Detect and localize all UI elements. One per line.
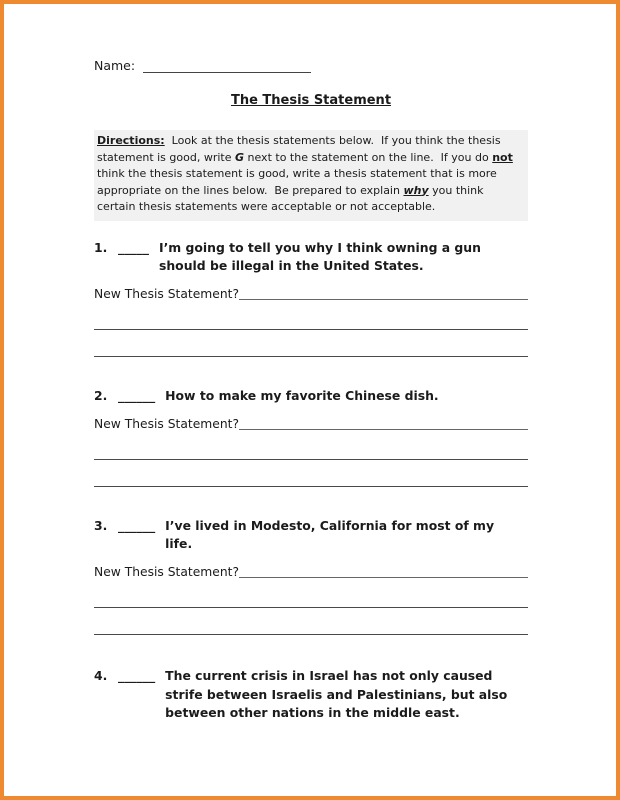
new-thesis-prompt-3 <box>94 564 528 581</box>
new-thesis-prompt-1 <box>94 286 528 303</box>
directions-text: think the thesis statement is good, write a thesis statement that is more appropriate on the lines below. Be prepared to explain <box>97 150 517 197</box>
question-section-4 <box>94 667 528 723</box>
item-answer-blank: _____ <box>118 239 149 255</box>
question-section-2 <box>94 387 528 487</box>
directions-grade-letter: G <box>234 150 245 164</box>
item-number: 1. <box>94 239 108 255</box>
item-answer-blank: ______ <box>118 517 156 533</box>
directions-emphasis-why: why <box>403 183 429 197</box>
item-text: How to make my favorite Chinese dish. <box>165 387 439 403</box>
item-answer-blank: ______ <box>118 387 156 403</box>
question-section-3 <box>94 517 528 635</box>
question-item-4 <box>94 667 528 723</box>
page-title: The Thesis Statement <box>230 93 392 108</box>
item-text: I’ve lived in Modesto, California for most of my life. <box>165 517 495 552</box>
directions-block <box>94 130 528 221</box>
question-section-1 <box>94 239 528 357</box>
new-thesis-label: New Thesis Statement? <box>94 564 239 579</box>
question-item-1 <box>94 239 528 276</box>
write-in-line <box>239 416 528 430</box>
write-in-line <box>94 608 528 635</box>
write-in-line <box>239 564 528 578</box>
write-in-line <box>94 330 528 357</box>
new-thesis-label: New Thesis Statement? <box>94 416 239 431</box>
write-in-line <box>94 460 528 487</box>
question-item-2 <box>94 387 528 406</box>
directions-emphasis-not: not <box>492 150 513 164</box>
directions-label: Directions: <box>97 134 165 147</box>
item-answer-blank: ______ <box>118 668 156 684</box>
write-in-line <box>239 286 528 300</box>
new-thesis-prompt-2 <box>94 416 528 433</box>
question-item-3 <box>94 517 528 554</box>
write-in-line <box>94 433 528 460</box>
name-row <box>94 58 528 73</box>
item-text: I’m going to tell you why I think owning a gun should be illegal in the United States. <box>158 239 481 274</box>
directions-text: next to the statement on the line. If you do <box>244 150 493 164</box>
item-number: 3. <box>94 517 108 533</box>
new-thesis-label: New Thesis Statement? <box>94 286 239 301</box>
item-number: 4. <box>94 668 108 684</box>
directions-text: you think certain thesis statements were acceptable or not acceptable. <box>97 183 488 213</box>
item-number: 2. <box>94 387 108 403</box>
directions-text: Look at the thesis statements below. If you think the thesis statement is good, write <box>97 134 505 164</box>
item-text: The current crisis in Israel has not only caused strife between Israelis and Palestinians, but also between other nations in the middle east. <box>165 668 508 721</box>
name-label: Name: <box>94 58 136 73</box>
write-in-line <box>94 303 528 330</box>
name-blank-line <box>143 59 311 73</box>
write-in-line <box>94 581 528 608</box>
